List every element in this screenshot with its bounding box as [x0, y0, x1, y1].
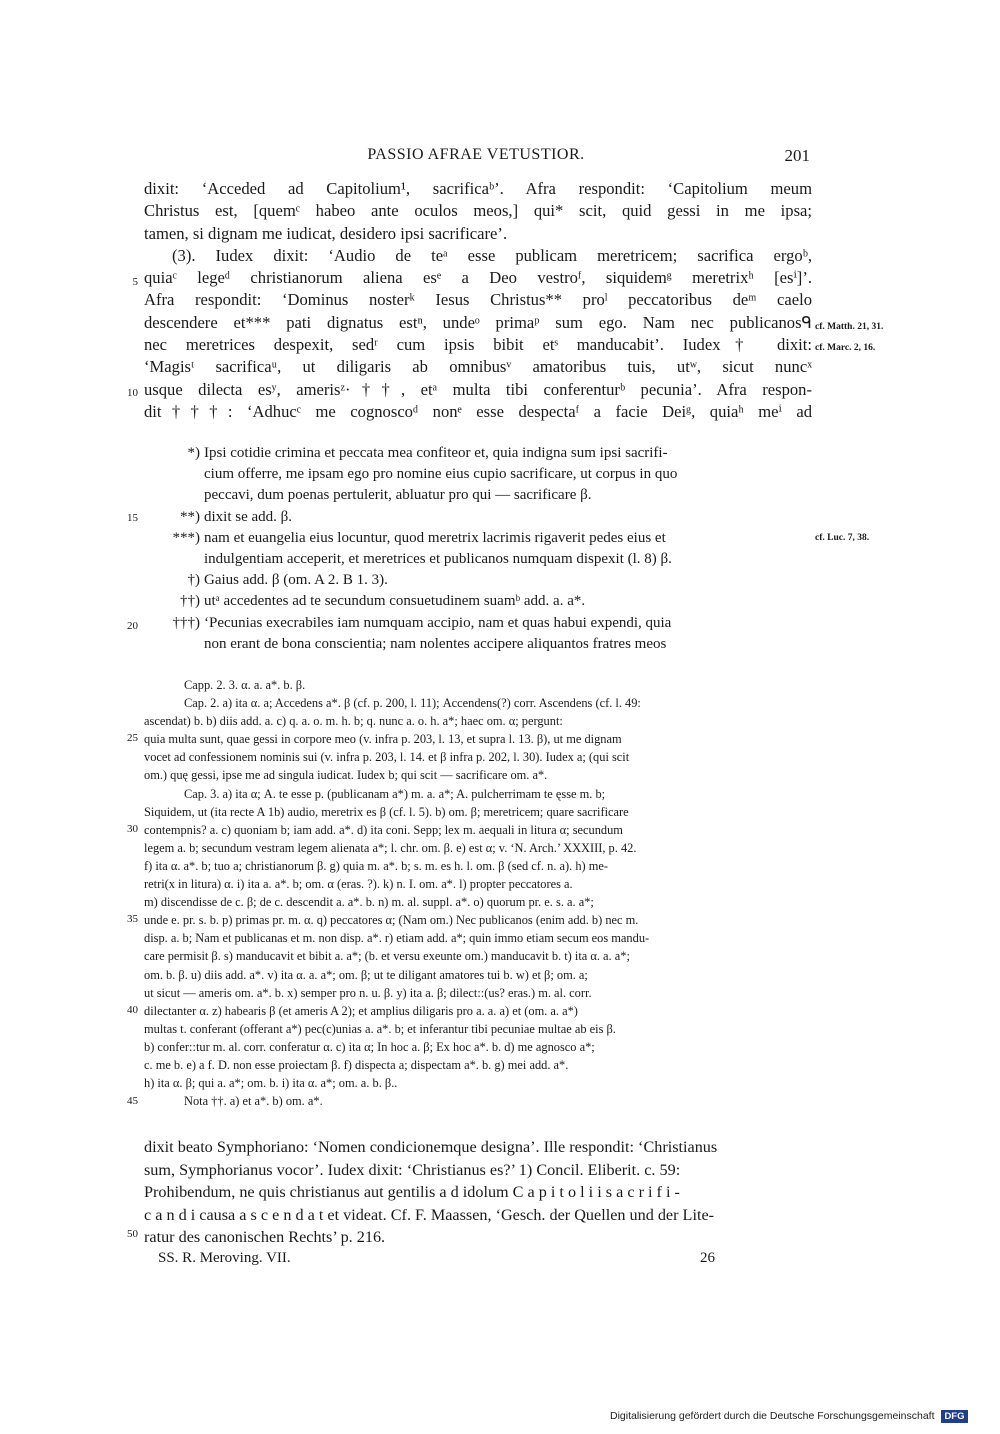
apparatus-line: b) confer::tur m. al. corr. conferatur α. c) ita α; In hoc a. β; Ex hoc a*. b. d) me agnosco a*; — [144, 1039, 595, 1054]
running-title: PASSIO AFRAE VETUSTIOR. — [367, 146, 585, 163]
apparatus-line: Cap. 3. a) ita α; A. te esse p. (publicanam a*) m. a. a*; A. pulcherrimam te ęsse m. b; — [184, 786, 606, 801]
apparatus-line: Capp. 2. 3. α. a. a*. b. β. — [184, 678, 306, 692]
footnote-mark: ***) — [172, 529, 200, 546]
main-line: usque dilecta esʸ, amerisᶻ·††, etᵃ multa tibi conferenturᵇ pecunia’. Afra respon- — [144, 379, 812, 399]
footnote-mark: †††) — [172, 614, 200, 631]
footnote-line: ‘Pecunias execrabiles iam numquam accipio, nam et quas habui expendi, quia — [204, 614, 672, 631]
line-number: 30 — [127, 823, 138, 835]
continuation-line: sum, Symphorianus vocor’. Iudex dixit: ‘Christianus es?’ 1) Concil. Eliberit. c. 59: — [144, 1160, 681, 1179]
apparatus-line: disp. a. b; Nam et publicanas et m. non disp. a*. r) etiam add. a*; quin immo etiam secum eos mandu- — [144, 931, 650, 946]
apparatus-line: om. b. β. u) diis add. a*. v) ita α. a. a*; om. β; ut te diligant amatores tui b. w) et β; om. a; — [144, 967, 588, 982]
continuation-text — [144, 1136, 812, 1249]
main-line: dixit: ‘Acceded ad Capitolium¹, sacrificaᵇ’. Afra respondit: ‘Capitolium meum — [144, 179, 812, 198]
line-number: 25 — [127, 732, 138, 744]
apparatus-line: unde e. pr. s. b. p) primas pr. m. α. q) peccatores α; (Nam om.) Nec publicanos (enim add. b) nec m. — [144, 913, 639, 928]
line-number: 15 — [127, 512, 138, 524]
page-number: 201 — [784, 146, 810, 165]
footnote-line: non erant de bona conscientia; nam nolentes accipere aliquantos fratres meos — [204, 635, 667, 652]
line-number: 45 — [127, 1095, 138, 1107]
footnote — [164, 507, 812, 528]
footnote-mark: **) — [180, 508, 200, 525]
apparatus-line: Cap. 2. a) ita α. a; Accedens a*. β (cf. p. 200, l. 11); Accendens(?) corr. Ascendens (cf. l. 49: — [184, 696, 641, 711]
apparatus-line: dilectanter α. z) habearis β (et ameris A 2); et amplius diligaris pro a. a. a) et (om. a. a*) — [144, 1003, 578, 1018]
main-line: Christus est, [quemᶜ habeo ante oculos meos,] qui* scit, quid gessi in me ipsa; — [144, 201, 812, 221]
apparatus-line: care permisit β. s) manducavit et bibit a. a*; (b. et versu exeunte om.) manducavit b. t) ita α. a. a*; — [144, 949, 630, 964]
margin-note: cf. Marc. 2, 16. — [815, 343, 876, 353]
margin-note: cf. Matth. 21, 31. — [815, 322, 884, 332]
page-header — [140, 146, 812, 168]
main-line: ‘Magisᵗ sacrificaᵘ, ut diligaris ab omnibusᵛ amatoribus tuis, utʷ, sicut nuncˣ — [144, 357, 812, 377]
line-number: 10 — [127, 387, 138, 399]
main-line: quiaᶜ legeᵈ christianorum aliena esᵉ a Deo vestroᶠ, siquidemᵍ meretrixʰ [esⁱ]’. — [144, 268, 812, 288]
apparatus-line: contempnis? a. c) quoniam b; iam add. a*. d) ita coni. Sepp; lex m. aequali in litura α; secundum — [144, 822, 623, 837]
continuation-line: c a n d i causa a s c e n d a t et videat. Cf. F. Maassen, ‘Gesch. der Quellen und der Lite- — [144, 1205, 715, 1224]
continuation-line: ratur des canonischen Rechts’ p. 216. — [144, 1228, 386, 1247]
apparatus-line: Siquidem, ut (ita recte A 1b) audio, meretrix es β (cf. l. 5). b) om. β; meretricem; quare sacrificare — [144, 804, 629, 819]
footnote-line: peccavi, dum poenas pertulerit, abluatur pro qui — sacrificare β. — [204, 487, 592, 504]
margin-note: cf. Luc. 7, 38. — [815, 533, 870, 543]
main-line: nec meretrices despexit, sedʳ cum ipsis bibit etˢ manducabit’. Iudex† dixit: — [144, 335, 812, 355]
apparatus-line: ut sicut — ameris om. a*. b. x) semper pro n. u. β. y) ita a. β; dilect::(us? eras.) m. al. corr. — [144, 985, 592, 1000]
footnote-line: nam et euangelia eius locuntur, quod meretrix lacrimis rigaverit pedes eius et — [204, 529, 666, 546]
footnote — [164, 443, 812, 507]
apparatus-line: f) ita α. a*. b; tuo a; christianorum β. g) quia m. a*. b; s. m. es h. l. om. β (sed cf. n. a). h) me- — [144, 858, 609, 873]
footnote-line: cium offerre, me ipsam ego pro nomine eius cupio sacrificare, ut corpus in quo — [204, 466, 678, 483]
line-number: 20 — [127, 620, 138, 632]
main-line: dit†††: ‘Adhucᶜ me cognoscoᵈ nonᵉ esse despectaᶠ a facie Deiᵍ, quiaʰ meⁱ ad — [144, 401, 812, 421]
footnotes — [164, 443, 812, 655]
footnote — [164, 613, 812, 655]
main-line: descendere et*** pati dignatus estⁿ, undeᵒ primaᵖ sum ego. Nam nec publicanosᑫ — [144, 312, 812, 332]
footnote-mark: †) — [187, 572, 200, 589]
critical-apparatus — [144, 676, 812, 1110]
apparatus-line: multas t. conferant (offerant a*) pec(c)unias a. a*. b; et inferantur tibi pecuniae multae ab eis β. — [144, 1021, 616, 1036]
line-number: 50 — [127, 1228, 138, 1240]
apparatus-line: m) discendisse de c. β; de c. descendit a. a*. b. n) m. al. suppl. a*. o) quorum pr. e. s. a. a*; — [144, 895, 594, 910]
footnote-mark: *) — [187, 445, 200, 461]
series-signature: SS. R. Meroving. VII. — [158, 1250, 291, 1266]
footnote — [164, 570, 812, 591]
main-text — [144, 178, 812, 423]
apparatus-line: quia multa sunt, quae gessi in corpore meo (v. infra p. 203, l. 13, et supra l. 13. β), ut me dignam — [144, 732, 622, 747]
apparatus-line: Nota ††. a) et a*. b) om. a*. — [184, 1094, 323, 1109]
dfg-logo-icon: DFG — [941, 1410, 967, 1423]
apparatus-line: legem a. b; secundum vestram legem alienata a*; l. chr. om. β. e) est α; v. ‘N. Arch.’ XXXIII, p. 42. — [144, 840, 637, 855]
footnote-line: Gaius add. β (om. A 2. B 1. 3). — [204, 572, 388, 589]
printer-signature — [158, 1250, 738, 1272]
main-line: tamen, si dignam me iudicat, desidero ipsi sacrificare’. — [144, 223, 508, 243]
apparatus-line: h) ita α. β; qui a. a*; om. b. i) ita α. a*; om. a. b. β.. — [144, 1076, 398, 1091]
apparatus-line: c. me b. e) a f. D. non esse proiectam β. f) dispecta a; dispectam a*. b. g) mei add. a*. — [144, 1057, 569, 1072]
apparatus-line: ascendat) b. b) diis add. a. c) q. a. o. m. h. b; q. nunc a. o. h. a*; haec om. α; pergunt: — [144, 714, 563, 729]
line-number: 35 — [127, 913, 138, 925]
footnote-line: dixit se add. β. — [204, 508, 293, 525]
apparatus-line: om.) quę gessi, ipse me ad singula iudicat. Iudex b; qui scit — sacrificare om. a*. — [144, 768, 548, 783]
apparatus-line: vocet ad confessionem nominis sui (v. infra p. 203, l. 14. et β infra p. 202, l. 30). Iudex a; (qui scit — [144, 750, 630, 765]
footnote-line: Ipsi cotidie crimina et peccata mea confiteor et, quia indigna sum ipsi sacrifi- — [204, 445, 668, 461]
digitization-text: Digitalisierung gefördert durch die Deutsche Forschungsgemeinschaft — [610, 1410, 935, 1422]
line-number: 5 — [132, 276, 138, 288]
digitization-credit — [610, 1410, 990, 1430]
footnote-line: indulgentiam acceperit, et meretrices et publicanos numquam dispexit (l. 8) β. — [204, 551, 672, 568]
main-line: Afra respondit: ‘Dominus nosterᵏ Iesus Christus** proˡ peccatoribus deᵐ caelo — [144, 290, 812, 310]
sheet-number: 26 — [700, 1250, 715, 1266]
apparatus-line: retri(x in litura) α. i) ita a. a*. b; om. α (eras. ?). k) n. I. om. a*. l) propter peccatores a. — [144, 877, 573, 892]
footnote — [164, 591, 812, 612]
footnote-line: utᵃ accedentes ad te secundum consuetudinem suamᵇ add. a. a*. — [204, 593, 586, 610]
continuation-line: dixit beato Symphoriano: ‘Nomen condicionemque designa’. Ille respondit: ‘Christianus — [144, 1138, 718, 1156]
footnote-mark: ††) — [180, 593, 200, 610]
main-line: (3). Iudex dixit: ‘Audio de teᵃ esse publicam meretricem; sacrifica ergoᵇ, — [172, 245, 812, 265]
line-number: 40 — [127, 1004, 138, 1016]
continuation-line: Prohibendum, ne quis christianus aut gentilis a d idolum C a p i t o l i i s a c r i f i - — [144, 1183, 680, 1202]
footnote — [164, 528, 812, 570]
